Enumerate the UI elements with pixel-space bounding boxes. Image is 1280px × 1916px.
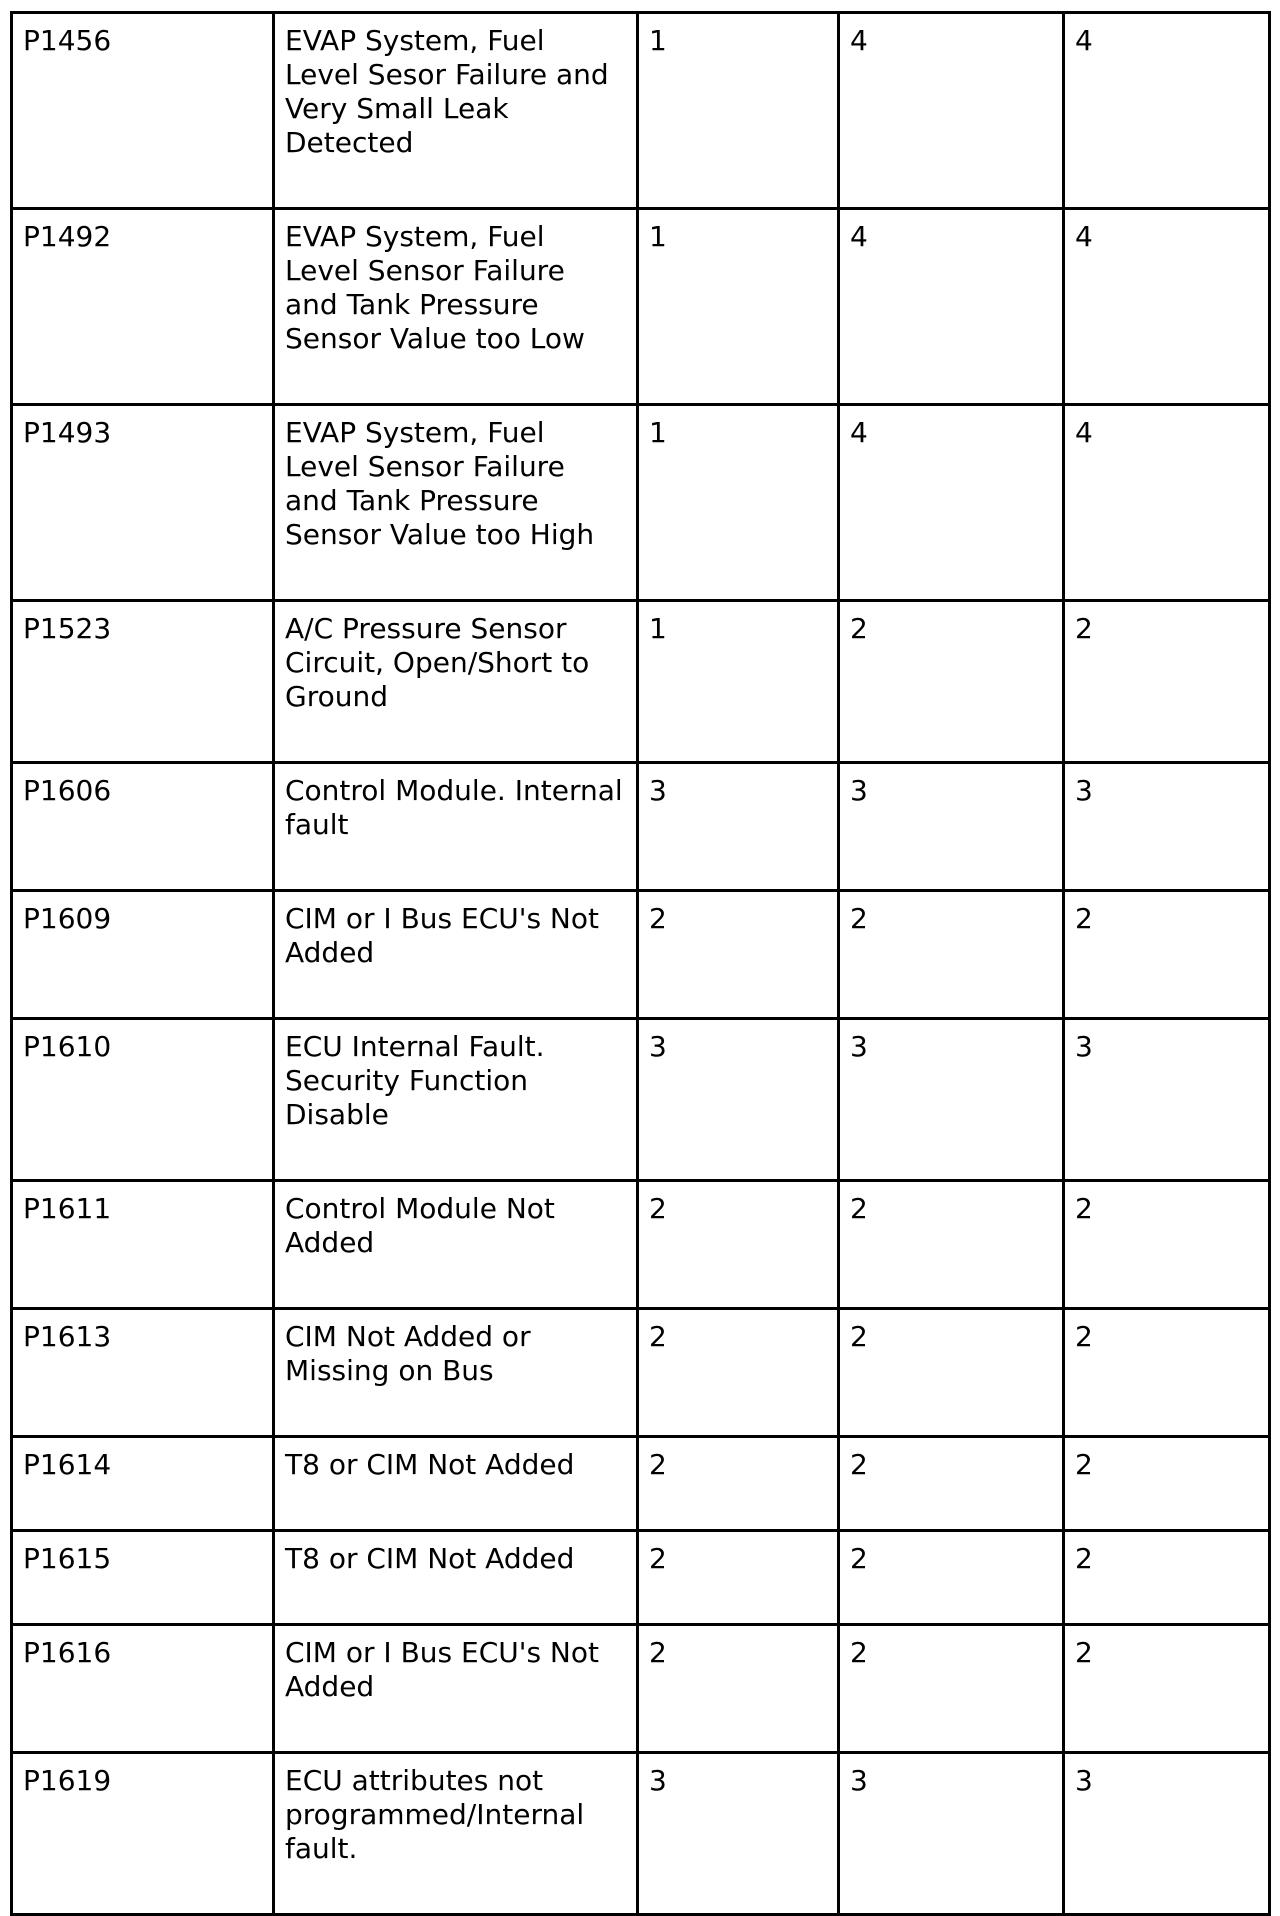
value-cell-2: 2: [839, 1181, 1064, 1309]
value-cell-2: 2: [839, 1437, 1064, 1531]
value-cell-3: 2: [1064, 1625, 1270, 1753]
value-cell-2: 2: [839, 1309, 1064, 1437]
value-cell-2: 2: [839, 1625, 1064, 1753]
dtc-description-cell: CIM or I Bus ECU's Not Added: [274, 891, 638, 1019]
value-cell-2: 3: [839, 1753, 1064, 1915]
value-cell-2: 3: [839, 763, 1064, 891]
value-cell-1: 2: [638, 1531, 839, 1625]
dtc-code-cell: P1615: [12, 1531, 274, 1625]
table-row: [12, 1437, 1270, 1531]
table-row: [12, 13, 1270, 209]
table-row: [12, 1309, 1270, 1437]
value-cell-3: 2: [1064, 601, 1270, 763]
value-cell-3: 3: [1064, 763, 1270, 891]
value-cell-2: 2: [839, 891, 1064, 1019]
table-row: [12, 1531, 1270, 1625]
dtc-code-cell: P1493: [12, 405, 274, 601]
value-cell-3: 3: [1064, 1753, 1270, 1915]
value-cell-2: 4: [839, 209, 1064, 405]
dtc-description-cell: T8 or CIM Not Added: [274, 1437, 638, 1531]
dtc-table: [10, 11, 1271, 1916]
value-cell-3: 4: [1064, 405, 1270, 601]
table-row: [12, 763, 1270, 891]
dtc-description-cell: CIM Not Added or Missing on Bus: [274, 1309, 638, 1437]
value-cell-2: 4: [839, 13, 1064, 209]
value-cell-3: 2: [1064, 1531, 1270, 1625]
dtc-description-cell: T8 or CIM Not Added: [274, 1531, 638, 1625]
dtc-code-cell: P1619: [12, 1753, 274, 1915]
value-cell-1: 3: [638, 1753, 839, 1915]
value-cell-2: 2: [839, 601, 1064, 763]
dtc-code-cell: P1456: [12, 13, 274, 209]
table-row: [12, 891, 1270, 1019]
dtc-code-cell: P1616: [12, 1625, 274, 1753]
dtc-description-cell: ECU Internal Fault. Security Function Disable: [274, 1019, 638, 1181]
dtc-description-cell: EVAP System, Fuel Level Sensor Failure and Tank Pressure Sensor Value too Low: [274, 209, 638, 405]
table-row: [12, 1181, 1270, 1309]
value-cell-2: 3: [839, 1019, 1064, 1181]
value-cell-3: 2: [1064, 1437, 1270, 1531]
value-cell-1: 3: [638, 1019, 839, 1181]
value-cell-3: 4: [1064, 209, 1270, 405]
value-cell-1: 1: [638, 405, 839, 601]
dtc-code-cell: P1613: [12, 1309, 274, 1437]
value-cell-1: 1: [638, 601, 839, 763]
dtc-description-cell: CIM or I Bus ECU's Not Added: [274, 1625, 638, 1753]
dtc-description-cell: Control Module. Internal fault: [274, 763, 638, 891]
value-cell-2: 4: [839, 405, 1064, 601]
value-cell-1: 2: [638, 1309, 839, 1437]
value-cell-1: 1: [638, 209, 839, 405]
value-cell-3: 4: [1064, 13, 1270, 209]
value-cell-1: 2: [638, 891, 839, 1019]
dtc-description-cell: Control Module Not Added: [274, 1181, 638, 1309]
dtc-code-cell: P1611: [12, 1181, 274, 1309]
value-cell-1: 2: [638, 1181, 839, 1309]
dtc-description-cell: ECU attributes not programmed/Internal fault.: [274, 1753, 638, 1915]
table-row: [12, 209, 1270, 405]
value-cell-3: 2: [1064, 1309, 1270, 1437]
table-row: [12, 1625, 1270, 1753]
value-cell-1: 2: [638, 1437, 839, 1531]
dtc-description-cell: A/C Pressure Sensor Circuit, Open/Short to Ground: [274, 601, 638, 763]
dtc-code-cell: P1523: [12, 601, 274, 763]
value-cell-3: 3: [1064, 1019, 1270, 1181]
table-row: [12, 1019, 1270, 1181]
value-cell-3: 2: [1064, 1181, 1270, 1309]
dtc-code-cell: P1609: [12, 891, 274, 1019]
dtc-description-cell: EVAP System, Fuel Level Sesor Failure and Very Small Leak Detected: [274, 13, 638, 209]
dtc-code-cell: P1606: [12, 763, 274, 891]
dtc-code-cell: P1610: [12, 1019, 274, 1181]
table-row: [12, 601, 1270, 763]
table-row: [12, 405, 1270, 601]
value-cell-3: 2: [1064, 891, 1270, 1019]
value-cell-1: 3: [638, 763, 839, 891]
value-cell-1: 2: [638, 1625, 839, 1753]
dtc-description-cell: EVAP System, Fuel Level Sensor Failure and Tank Pressure Sensor Value too High: [274, 405, 638, 601]
dtc-code-cell: P1492: [12, 209, 274, 405]
dtc-code-cell: P1614: [12, 1437, 274, 1531]
value-cell-1: 1: [638, 13, 839, 209]
table-row: [12, 1753, 1270, 1915]
value-cell-2: 2: [839, 1531, 1064, 1625]
